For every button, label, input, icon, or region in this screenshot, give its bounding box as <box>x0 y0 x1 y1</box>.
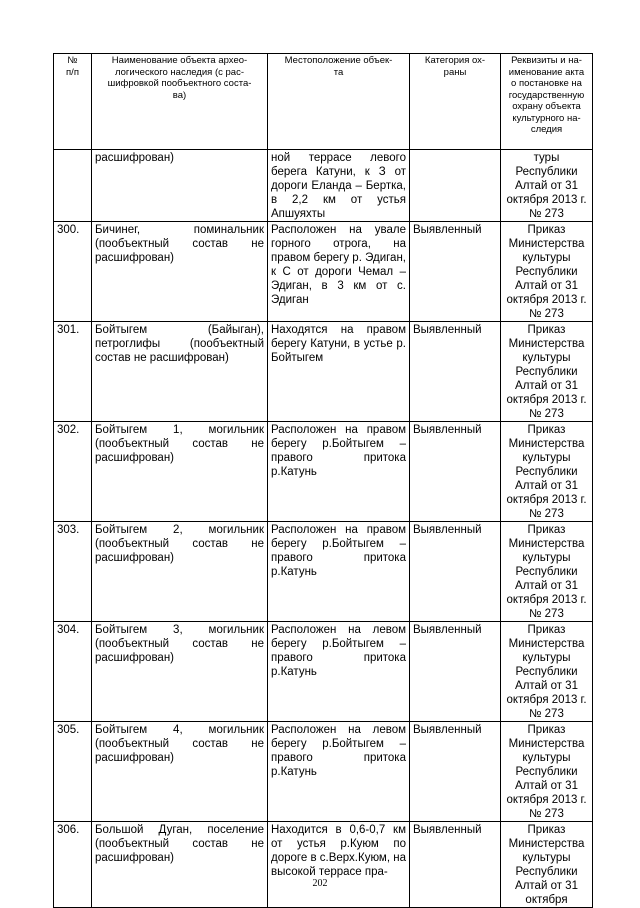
act-cell: Приказ Министерства культуры Республики Алтай от 31 октября 2013 г. № 273 <box>501 622 593 722</box>
object-name-cell: Бойтыгем (Байыган), петроглифы (пообъектный состав не расшифрован) <box>92 322 268 422</box>
heritage-register-table <box>53 53 593 908</box>
act-cell: Приказ Министерства культуры Республики Алтай от 31 октября 2013 г. № 273 <box>501 722 593 822</box>
table-header-row <box>54 54 593 150</box>
location-cell: Находятся на правом берегу Катуни, в устье р. Бойтыгем <box>268 322 410 422</box>
row-number: 305. <box>54 722 92 822</box>
row-number <box>54 150 92 222</box>
object-name-cell: Большой Дуган, поселение (пообъектный состав не расшифрован) <box>92 822 268 908</box>
row-number: 304. <box>54 622 92 722</box>
table-row <box>54 422 593 522</box>
category-cell: Выявленный <box>410 822 501 908</box>
location-cell: Расположен на правом берегу р.Бойтыгем – правого притока р.Катунь <box>268 522 410 622</box>
act-cell: Приказ Министерства культуры Республики Алтай от 31 октября 2013 г. № 273 <box>501 522 593 622</box>
row-number: 301. <box>54 322 92 422</box>
row-number: 306. <box>54 822 92 908</box>
table-row <box>54 622 593 722</box>
row-number: 300. <box>54 222 92 322</box>
table-row <box>54 150 593 222</box>
location-cell: ной террасе левого берега Катуни, к З от дороги Еланда – Бертка, в 2,2 км от устья Апшуяхты <box>268 150 410 222</box>
header-object-name: Наименование объекта архео- логического наследия (с рас- шифровкой пообъектного соста- ва) <box>92 54 268 150</box>
location-cell: Расположен на увале горного отрога, на правом берегу р. Эдиган, к С от дороги Чемал – Эдиган, в 3 км от с. Эдиган <box>268 222 410 322</box>
row-number: 302. <box>54 422 92 522</box>
object-name-cell: Бойтыгем 2, могильник (пообъектный состав не расшифрован) <box>92 522 268 622</box>
table-row <box>54 222 593 322</box>
category-cell: Выявленный <box>410 422 501 522</box>
act-cell: Приказ Министерства культуры Республики Алтай от 31 октября <box>501 822 593 908</box>
location-cell: Расположен на левом берегу р.Бойтыгем – правого притока р.Катунь <box>268 722 410 822</box>
page-number: 202 <box>312 878 328 889</box>
header-number: № п/п <box>54 54 92 150</box>
act-cell: Приказ Министерства культуры Республики Алтай от 31 октября 2013 г. № 273 <box>501 422 593 522</box>
object-name-cell: Бойтыгем 1, могильник (пообъектный состав не расшифрован) <box>92 422 268 522</box>
location-cell: Находится в 0,6-0,7 км от устья р.Куюм по дороге в с.Верх.Куюм, на высокой террасе пра- <box>268 822 410 908</box>
object-name-cell: Бичинег, поминальник (пообъектный состав не расшифрован) <box>92 222 268 322</box>
category-cell: Выявленный <box>410 722 501 822</box>
table-row <box>54 722 593 822</box>
object-name-cell: Бойтыгем 4, могильник (пообъектный состав не расшифрован) <box>92 722 268 822</box>
category-cell <box>410 150 501 222</box>
location-cell: Расположен на правом берегу р.Бойтыгем – правого притока р.Катунь <box>268 422 410 522</box>
header-protection-category: Категория ох- раны <box>410 54 501 150</box>
act-cell: Приказ Министерства культуры Республики Алтай от 31 октября 2013 г. № 273 <box>501 322 593 422</box>
object-name-cell: Бойтыгем 3, могильник (пообъектный состав не расшифрован) <box>92 622 268 722</box>
table-row <box>54 322 593 422</box>
table-row <box>54 522 593 622</box>
category-cell: Выявленный <box>410 622 501 722</box>
act-cell: Приказ Министерства культуры Республики Алтай от 31 октября 2013 г. № 273 <box>501 222 593 322</box>
category-cell: Выявленный <box>410 322 501 422</box>
table-row <box>54 822 593 908</box>
category-cell: Выявленный <box>410 222 501 322</box>
object-name-cell: расшифрован) <box>92 150 268 222</box>
header-act-details: Реквизиты и на- именование акта о постановке на государственную охрану объекта культурного на- следия <box>501 54 593 150</box>
location-cell: Расположен на левом берегу р.Бойтыгем – правого притока р.Катунь <box>268 622 410 722</box>
table-body <box>54 150 593 908</box>
header-location: Местоположение объек- та <box>268 54 410 150</box>
act-cell: туры Республики Алтай от 31 октября 2013 г. № 273 <box>501 150 593 222</box>
row-number: 303. <box>54 522 92 622</box>
category-cell: Выявленный <box>410 522 501 622</box>
